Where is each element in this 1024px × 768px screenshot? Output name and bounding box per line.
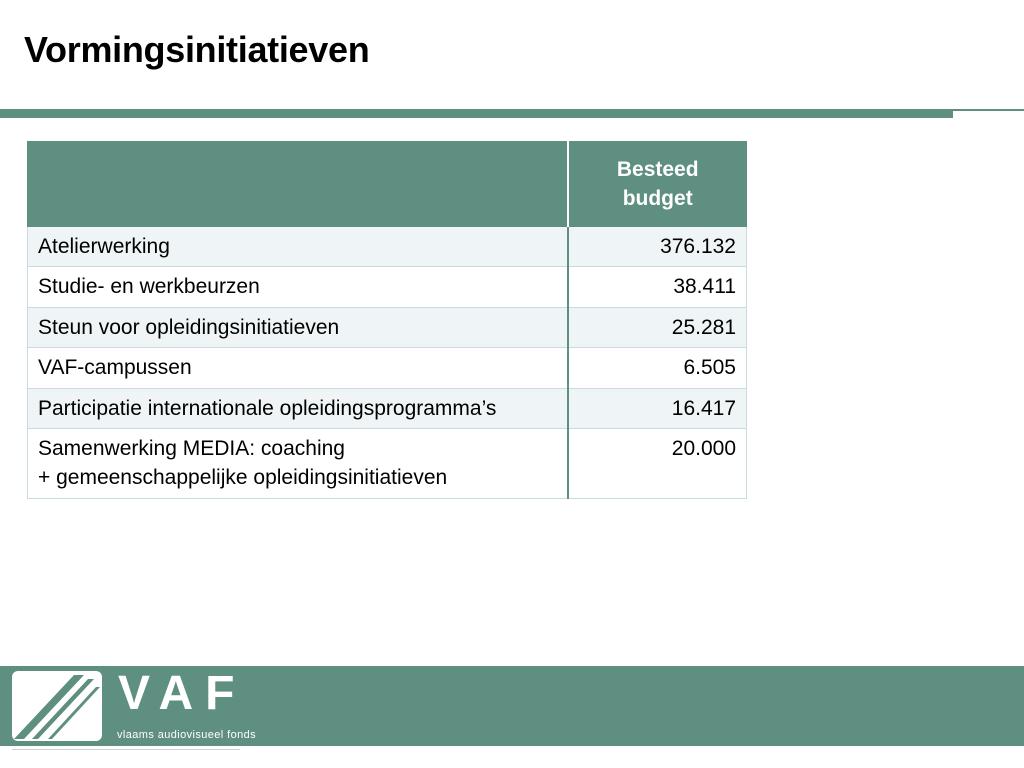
header-budget-line1: Besteed (616, 157, 699, 181)
row-label-line2: + gemeenschappelijke opleidingsinitiatieven (38, 466, 448, 490)
row-value: 25.281 (568, 307, 746, 347)
table-row (28, 307, 747, 347)
budget-table (27, 141, 747, 499)
footer-divider (12, 749, 240, 750)
row-value: 6.505 (568, 348, 746, 388)
vaf-logo-text: VAF (118, 667, 247, 720)
row-label: Studie- en werkbeurzen (28, 267, 569, 307)
title-underline-extension (953, 109, 1024, 111)
slide-title: Vormingsinitiatieven (24, 29, 370, 70)
table-row (28, 227, 747, 267)
row-label: Participatie internationale opleidingsprogramma’s (28, 388, 569, 428)
row-value: 20.000 (568, 428, 746, 498)
table-row (28, 348, 747, 388)
title-underline (0, 109, 953, 118)
row-label-line1: Samenwerking MEDIA: coaching (38, 436, 345, 460)
row-label: Atelierwerking (28, 227, 569, 267)
row-label (28, 428, 569, 498)
table-row (28, 428, 747, 498)
row-value: 38.411 (568, 267, 746, 307)
header-label-column (28, 142, 569, 227)
row-value: 376.132 (568, 227, 746, 267)
header-budget-line2: budget (622, 187, 693, 210)
header-budget-column (568, 142, 746, 227)
table-header-row (28, 142, 747, 227)
row-label: Steun voor opleidingsinitiatieven (28, 307, 569, 347)
vaf-logo-mark-icon (12, 671, 102, 741)
vaf-tagline: vlaams audiovisueel fonds (117, 729, 257, 741)
row-label: VAF-campussen (28, 348, 569, 388)
table-row (28, 388, 747, 428)
table-row (28, 267, 747, 307)
row-value: 16.417 (568, 388, 746, 428)
